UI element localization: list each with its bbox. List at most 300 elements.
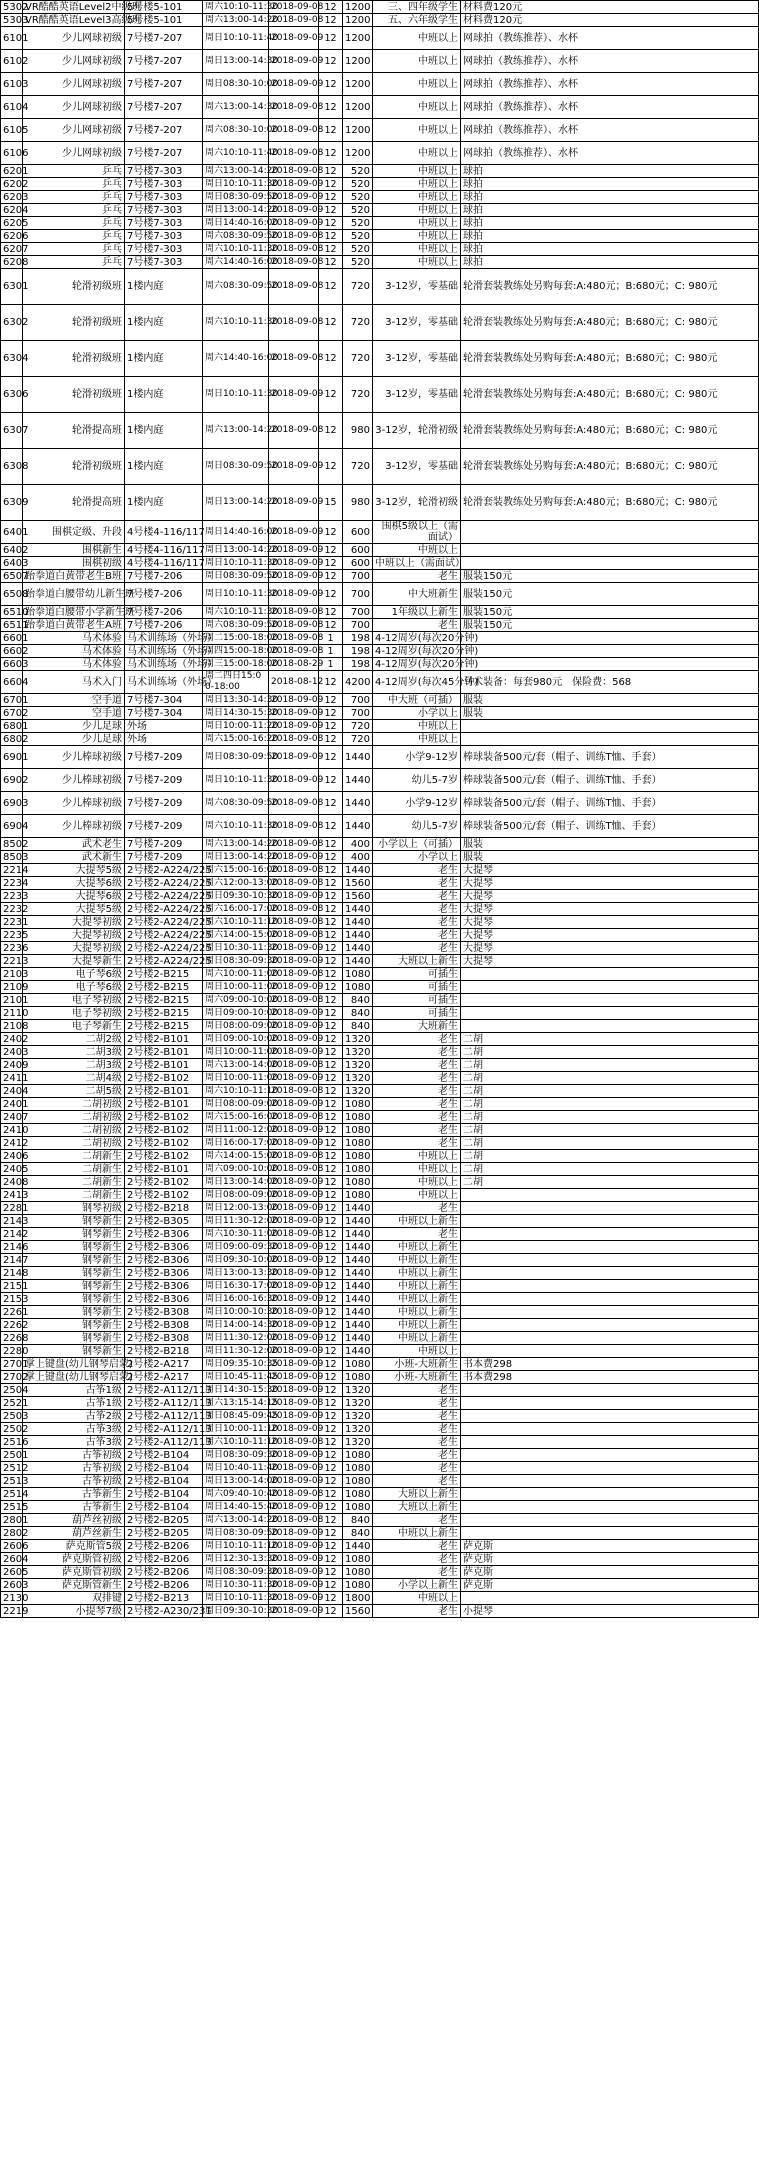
course-id-cell: 2281 bbox=[1, 1202, 23, 1215]
location-cell: 2号楼2-A224/225 bbox=[125, 916, 203, 929]
table-row bbox=[1, 733, 759, 746]
location-cell: 2号楼2-B102 bbox=[125, 1072, 203, 1085]
course-id-cell: 6304 bbox=[1, 341, 23, 377]
table-row bbox=[1, 916, 759, 929]
course-id-cell: 2521 bbox=[1, 1397, 23, 1410]
fee-cell: 720 bbox=[343, 449, 373, 485]
target-students-cell: 老生 bbox=[373, 1475, 461, 1488]
location-cell: 2号楼2-B306 bbox=[125, 1228, 203, 1241]
target-students-cell: 老生 bbox=[373, 570, 461, 583]
course-id-cell: 6205 bbox=[1, 217, 23, 230]
target-students-cell: 老生 bbox=[373, 1228, 461, 1241]
fee-cell: 1800 bbox=[343, 1592, 373, 1605]
table-row bbox=[1, 815, 759, 838]
table-row bbox=[1, 449, 759, 485]
class-time-cell: 周六12:00-13:00 bbox=[203, 877, 269, 890]
class-time-cell: 周日08:30-09:50 bbox=[203, 570, 269, 583]
session-count-cell: 12 bbox=[319, 1137, 343, 1150]
start-date-cell: 2018-09-08 bbox=[269, 619, 319, 632]
fee-cell: 1320 bbox=[343, 1046, 373, 1059]
start-date-cell: 2018-09-09 bbox=[269, 1358, 319, 1371]
course-id-cell: 2603 bbox=[1, 1579, 23, 1592]
session-count-cell: 12 bbox=[319, 142, 343, 165]
table-row bbox=[1, 1462, 759, 1475]
start-date-cell: 2018-09-09 bbox=[269, 1020, 319, 1033]
course-name-cell: 二胡初级 bbox=[23, 1111, 125, 1124]
class-time-cell: 周日12:30-13:30 bbox=[203, 1553, 269, 1566]
start-date-cell: 2018-09-08 bbox=[269, 1514, 319, 1527]
session-count-cell: 12 bbox=[319, 769, 343, 792]
start-date-cell: 2018-09-09 bbox=[269, 1033, 319, 1046]
fee-cell: 1320 bbox=[343, 1397, 373, 1410]
class-time-cell: 周日09:35-10:35 bbox=[203, 1358, 269, 1371]
class-time-cell: 周日13:00-13:30 bbox=[203, 1267, 269, 1280]
start-date-cell: 2018-09-09 bbox=[269, 769, 319, 792]
course-name-cell: 乒乓 bbox=[23, 165, 125, 178]
notes-cell: 萨克斯 bbox=[461, 1579, 759, 1592]
fee-cell: 1080 bbox=[343, 1579, 373, 1592]
target-students-cell: 可插生 bbox=[373, 981, 461, 994]
session-count-cell: 12 bbox=[319, 1306, 343, 1319]
session-count-cell: 12 bbox=[319, 619, 343, 632]
table-row bbox=[1, 890, 759, 903]
course-id-cell: 6702 bbox=[1, 707, 23, 720]
session-count-cell: 12 bbox=[319, 1, 343, 14]
location-cell: 7号楼7-209 bbox=[125, 769, 203, 792]
location-cell: 2号楼2-B308 bbox=[125, 1306, 203, 1319]
notes-cell bbox=[461, 1345, 759, 1358]
location-cell: 5号楼5-101 bbox=[125, 1, 203, 14]
notes-cell: 大提琴 bbox=[461, 903, 759, 916]
class-time-cell: 周日14:30-15:30 bbox=[203, 707, 269, 720]
class-time-cell: 周日10:00-11:00 bbox=[203, 981, 269, 994]
location-cell: 7号楼7-303 bbox=[125, 191, 203, 204]
location-cell: 马术训练场（外场） bbox=[125, 632, 203, 645]
start-date-cell: 2018-09-09 bbox=[269, 178, 319, 191]
session-count-cell: 12 bbox=[319, 955, 343, 968]
start-date-cell: 2018-09-08 bbox=[269, 1228, 319, 1241]
location-cell: 7号楼7-209 bbox=[125, 746, 203, 769]
location-cell: 7号楼7-206 bbox=[125, 619, 203, 632]
notes-cell: 二胡 bbox=[461, 1124, 759, 1137]
course-name-cell: 马术体验 bbox=[23, 632, 125, 645]
course-id-cell: 2402 bbox=[1, 1033, 23, 1046]
location-cell: 4号楼4-116/117 bbox=[125, 557, 203, 570]
notes-cell: 服装150元 bbox=[461, 619, 759, 632]
fee-cell: 700 bbox=[343, 570, 373, 583]
target-students-cell: 4-12周岁(每次20分钟) bbox=[373, 632, 461, 645]
location-cell: 马术训练场（外场） bbox=[125, 658, 203, 671]
fee-cell: 1440 bbox=[343, 792, 373, 815]
table-row bbox=[1, 942, 759, 955]
table-row bbox=[1, 1319, 759, 1332]
course-name-cell: 大提琴5级 bbox=[23, 903, 125, 916]
class-time-cell: 周六08:30-09:50 bbox=[203, 269, 269, 305]
notes-cell: 二胡 bbox=[461, 1059, 759, 1072]
fee-cell: 1440 bbox=[343, 1293, 373, 1306]
table-row bbox=[1, 1397, 759, 1410]
fee-cell: 1560 bbox=[343, 890, 373, 903]
course-id-cell: 8503 bbox=[1, 851, 23, 864]
location-cell: 2号楼2-B308 bbox=[125, 1332, 203, 1345]
target-students-cell: 老生 bbox=[373, 1540, 461, 1553]
session-count-cell: 12 bbox=[319, 994, 343, 1007]
target-students-cell: 老生 bbox=[373, 1449, 461, 1462]
start-date-cell: 2018-09-09 bbox=[269, 50, 319, 73]
table-row bbox=[1, 645, 759, 658]
session-count-cell: 12 bbox=[319, 903, 343, 916]
class-time-cell: 周日10:30-11:30 bbox=[203, 942, 269, 955]
session-count-cell: 12 bbox=[319, 14, 343, 27]
start-date-cell: 2018-09-09 bbox=[269, 1124, 319, 1137]
course-id-cell: 2403 bbox=[1, 1046, 23, 1059]
course-name-cell: 少儿网球初级 bbox=[23, 96, 125, 119]
course-id-cell: 2801 bbox=[1, 1514, 23, 1527]
course-name-cell: 电子琴6级 bbox=[23, 981, 125, 994]
target-students-cell: 3-12岁，零基础 bbox=[373, 269, 461, 305]
course-name-cell: 大提琴6级 bbox=[23, 890, 125, 903]
class-time-cell: 周日13:00-14:20 bbox=[203, 851, 269, 864]
course-id-cell: 6904 bbox=[1, 815, 23, 838]
course-name-cell: 葫芦丝初级 bbox=[23, 1514, 125, 1527]
course-name-cell: 钢琴新生 bbox=[23, 1306, 125, 1319]
fee-cell: 1440 bbox=[343, 1332, 373, 1345]
location-cell: 2号楼2-B101 bbox=[125, 1059, 203, 1072]
class-time-cell: 周六15:00-16:00 bbox=[203, 864, 269, 877]
location-cell: 马术训练场（外场） bbox=[125, 671, 203, 694]
session-count-cell: 15 bbox=[319, 485, 343, 521]
start-date-cell: 2018-09-09 bbox=[269, 73, 319, 96]
class-time-cell: 周日10:45-11:45 bbox=[203, 1371, 269, 1384]
table-row bbox=[1, 1111, 759, 1124]
table-row bbox=[1, 1228, 759, 1241]
start-date-cell: 2018-09-09 bbox=[269, 449, 319, 485]
table-row bbox=[1, 1072, 759, 1085]
target-students-cell: 4-12周岁(每次20分钟) bbox=[373, 658, 461, 671]
fee-cell: 1080 bbox=[343, 1124, 373, 1137]
table-row bbox=[1, 521, 759, 544]
location-cell: 7号楼7-303 bbox=[125, 243, 203, 256]
session-count-cell: 12 bbox=[319, 746, 343, 769]
location-cell: 1楼内庭 bbox=[125, 377, 203, 413]
start-date-cell: 2018-09-08 bbox=[269, 632, 319, 645]
course-name-cell: 二胡3级 bbox=[23, 1046, 125, 1059]
class-time-cell: 周三15:00-18:00 bbox=[203, 658, 269, 671]
session-count-cell: 12 bbox=[319, 929, 343, 942]
start-date-cell: 2018-09-08 bbox=[269, 341, 319, 377]
course-id-cell: 6207 bbox=[1, 243, 23, 256]
course-name-cell: 少儿足球 bbox=[23, 733, 125, 746]
course-id-cell: 2261 bbox=[1, 1306, 23, 1319]
target-students-cell: 大班以上新生 bbox=[373, 1501, 461, 1514]
course-id-cell: 2146 bbox=[1, 1241, 23, 1254]
table-row bbox=[1, 1384, 759, 1397]
fee-cell: 1440 bbox=[343, 1280, 373, 1293]
class-time-cell: 周日16:30-17:00 bbox=[203, 1280, 269, 1293]
notes-cell: 萨克斯 bbox=[461, 1553, 759, 1566]
notes-cell: 二胡 bbox=[461, 1098, 759, 1111]
location-cell: 1楼内庭 bbox=[125, 413, 203, 449]
class-time-cell: 周六13:00-14:30 bbox=[203, 96, 269, 119]
location-cell: 2号楼2-B104 bbox=[125, 1449, 203, 1462]
course-name-cell: 少儿棒球初级 bbox=[23, 815, 125, 838]
location-cell: 2号楼2-B206 bbox=[125, 1553, 203, 1566]
session-count-cell: 12 bbox=[319, 1423, 343, 1436]
fee-cell: 1440 bbox=[343, 955, 373, 968]
target-students-cell: 3-12岁，零基础 bbox=[373, 341, 461, 377]
notes-cell: 棒球装备500元/套（帽子、训练T恤、手套） bbox=[461, 746, 759, 769]
course-name-cell: 电子琴6级 bbox=[23, 968, 125, 981]
session-count-cell: 12 bbox=[319, 1514, 343, 1527]
course-name-cell: 二胡4级 bbox=[23, 1072, 125, 1085]
course-id-cell: 2148 bbox=[1, 1267, 23, 1280]
start-date-cell: 2018-09-08 bbox=[269, 230, 319, 243]
session-count-cell: 12 bbox=[319, 1540, 343, 1553]
session-count-cell: 12 bbox=[319, 968, 343, 981]
table-row bbox=[1, 1189, 759, 1202]
class-time-cell: 周六08:30-09:50 bbox=[203, 792, 269, 815]
session-count-cell: 12 bbox=[319, 916, 343, 929]
start-date-cell: 2018-09-09 bbox=[269, 1098, 319, 1111]
start-date-cell: 2018-08-29 bbox=[269, 658, 319, 671]
class-time-cell: 周六09:00-10:00 bbox=[203, 994, 269, 1007]
course-name-cell: 二胡新生 bbox=[23, 1189, 125, 1202]
class-time-cell: 周日10:10-11:30 bbox=[203, 557, 269, 570]
fee-cell: 1080 bbox=[343, 981, 373, 994]
table-row bbox=[1, 746, 759, 769]
start-date-cell: 2018-09-09 bbox=[269, 1475, 319, 1488]
fee-cell: 198 bbox=[343, 632, 373, 645]
table-row bbox=[1, 606, 759, 619]
course-name-cell: 乒乓 bbox=[23, 230, 125, 243]
class-time-cell: 周日10:10-11:30 bbox=[203, 583, 269, 606]
fee-cell: 720 bbox=[343, 341, 373, 377]
start-date-cell: 2018-09-09 bbox=[269, 746, 319, 769]
table-row bbox=[1, 165, 759, 178]
start-date-cell: 2018-09-08 bbox=[269, 1397, 319, 1410]
course-id-cell: 6203 bbox=[1, 191, 23, 204]
session-count-cell: 12 bbox=[319, 1410, 343, 1423]
notes-cell bbox=[461, 521, 759, 544]
class-time-cell: 周六13:15-14:15 bbox=[203, 1397, 269, 1410]
target-students-cell: 中班以上新生 bbox=[373, 1267, 461, 1280]
notes-cell: 二胡 bbox=[461, 1163, 759, 1176]
session-count-cell: 12 bbox=[319, 305, 343, 341]
target-students-cell: 中班以上 bbox=[373, 73, 461, 96]
notes-cell bbox=[461, 1254, 759, 1267]
table-row bbox=[1, 1514, 759, 1527]
location-cell: 7号楼7-304 bbox=[125, 694, 203, 707]
location-cell: 2号楼2-B215 bbox=[125, 994, 203, 1007]
start-date-cell: 2018-09-08 bbox=[269, 1059, 319, 1072]
target-students-cell: 中班以上 bbox=[373, 27, 461, 50]
course-id-cell: 2413 bbox=[1, 1189, 23, 1202]
target-students-cell: 中班以上新生 bbox=[373, 1280, 461, 1293]
target-students-cell: 中班以上 bbox=[373, 50, 461, 73]
fee-cell: 1080 bbox=[343, 1488, 373, 1501]
target-students-cell: 老生 bbox=[373, 1410, 461, 1423]
course-id-cell: 2412 bbox=[1, 1137, 23, 1150]
course-name-cell: 轮滑初级班 bbox=[23, 449, 125, 485]
location-cell: 7号楼7-206 bbox=[125, 583, 203, 606]
class-time-cell: 周日10:10-11:30 bbox=[203, 769, 269, 792]
course-id-cell: 2516 bbox=[1, 1436, 23, 1449]
target-students-cell: 3-12岁，轮滑初级 bbox=[373, 485, 461, 521]
start-date-cell: 2018-09-09 bbox=[269, 942, 319, 955]
course-id-cell: 2234 bbox=[1, 877, 23, 890]
class-time-cell: 周日10:10-11:40 bbox=[203, 27, 269, 50]
start-date-cell: 2018-08-12 bbox=[269, 671, 319, 694]
course-id-cell: 6602 bbox=[1, 645, 23, 658]
start-date-cell: 2018-09-08 bbox=[269, 96, 319, 119]
table-row bbox=[1, 1202, 759, 1215]
course-id-cell: 2268 bbox=[1, 1332, 23, 1345]
course-id-cell: 2408 bbox=[1, 1176, 23, 1189]
notes-cell bbox=[461, 968, 759, 981]
course-name-cell: 古筝3级 bbox=[23, 1423, 125, 1436]
fee-cell: 600 bbox=[343, 557, 373, 570]
course-name-cell: 乒乓 bbox=[23, 256, 125, 269]
start-date-cell: 2018-09-08 bbox=[269, 1, 319, 14]
table-row bbox=[1, 243, 759, 256]
fee-cell: 1440 bbox=[343, 1267, 373, 1280]
location-cell: 2号楼2-B102 bbox=[125, 1150, 203, 1163]
session-count-cell: 12 bbox=[319, 838, 343, 851]
target-students-cell: 3-12岁，轮滑初级 bbox=[373, 413, 461, 449]
course-id-cell: 2214 bbox=[1, 864, 23, 877]
course-name-cell: 跆拳道白腰带幼儿新生班 bbox=[23, 583, 125, 606]
session-count-cell: 12 bbox=[319, 521, 343, 544]
session-count-cell: 12 bbox=[319, 864, 343, 877]
session-count-cell: 12 bbox=[319, 1111, 343, 1124]
notes-cell: 二胡 bbox=[461, 1137, 759, 1150]
class-time-cell: 周六13:00-14:20 bbox=[203, 1514, 269, 1527]
course-name-cell: 萨克斯管5级 bbox=[23, 1540, 125, 1553]
notes-cell: 轮滑套装教练处另购每套:A:480元；B:680元；C: 980元 bbox=[461, 413, 759, 449]
target-students-cell: 中班以上 bbox=[373, 96, 461, 119]
class-time-cell: 周六10:10-11:30 bbox=[203, 1, 269, 14]
fee-cell: 1080 bbox=[343, 1475, 373, 1488]
course-name-cell: 大提琴5级 bbox=[23, 864, 125, 877]
class-time-cell: 周日09:30-10:30 bbox=[203, 1605, 269, 1618]
target-students-cell: 老生 bbox=[373, 1423, 461, 1436]
location-cell: 2号楼2-B218 bbox=[125, 1345, 203, 1358]
fee-cell: 720 bbox=[343, 733, 373, 746]
course-name-cell: 二胡初级 bbox=[23, 1124, 125, 1137]
target-students-cell: 3-12岁，零基础 bbox=[373, 377, 461, 413]
session-count-cell: 12 bbox=[319, 583, 343, 606]
table-row bbox=[1, 1020, 759, 1033]
course-id-cell: 2280 bbox=[1, 1345, 23, 1358]
start-date-cell: 2018-09-09 bbox=[269, 720, 319, 733]
class-time-cell: 周日10:00-11:20 bbox=[203, 720, 269, 733]
location-cell: 2号楼2-A112/113 bbox=[125, 1436, 203, 1449]
target-students-cell: 中班以上 bbox=[373, 230, 461, 243]
course-id-cell: 2110 bbox=[1, 1007, 23, 1020]
course-name-cell: 钢琴初级 bbox=[23, 1202, 125, 1215]
class-time-cell: 周六08:30-09:50 bbox=[203, 230, 269, 243]
fee-cell: 980 bbox=[343, 413, 373, 449]
session-count-cell: 12 bbox=[319, 1020, 343, 1033]
notes-cell bbox=[461, 1384, 759, 1397]
target-students-cell: 老生 bbox=[373, 619, 461, 632]
target-students-cell: 小学以上（可插） bbox=[373, 838, 461, 851]
course-name-cell: 二胡3级 bbox=[23, 1059, 125, 1072]
fee-cell: 1440 bbox=[343, 1306, 373, 1319]
course-id-cell: 8502 bbox=[1, 838, 23, 851]
class-time-cell: 周六10:10-11:30 bbox=[203, 305, 269, 341]
course-id-cell: 6301 bbox=[1, 269, 23, 305]
location-cell: 2号楼2-B308 bbox=[125, 1319, 203, 1332]
fee-cell: 1440 bbox=[343, 1215, 373, 1228]
course-name-cell: 古筝初级 bbox=[23, 1475, 125, 1488]
fee-cell: 1440 bbox=[343, 903, 373, 916]
notes-cell: 棒球装备500元/套（帽子、训练T恤、手套） bbox=[461, 815, 759, 838]
location-cell: 7号楼7-303 bbox=[125, 217, 203, 230]
notes-cell bbox=[461, 1527, 759, 1540]
fee-cell: 600 bbox=[343, 521, 373, 544]
table-row bbox=[1, 994, 759, 1007]
location-cell: 2号楼2-B101 bbox=[125, 1098, 203, 1111]
course-name-cell: 电子琴初级 bbox=[23, 994, 125, 1007]
session-count-cell: 12 bbox=[319, 1124, 343, 1137]
class-time-cell: 周六13:00-14:20 bbox=[203, 838, 269, 851]
target-students-cell: 小学9-12岁 bbox=[373, 792, 461, 815]
course-id-cell: 6206 bbox=[1, 230, 23, 243]
start-date-cell: 2018-09-09 bbox=[269, 1553, 319, 1566]
table-row bbox=[1, 877, 759, 890]
fee-cell: 1320 bbox=[343, 1033, 373, 1046]
class-time-cell: 周日14:40-16:00 bbox=[203, 521, 269, 544]
fee-cell: 1440 bbox=[343, 815, 373, 838]
start-date-cell: 2018-09-09 bbox=[269, 1566, 319, 1579]
start-date-cell: 2018-09-08 bbox=[269, 256, 319, 269]
location-cell: 7号楼7-303 bbox=[125, 165, 203, 178]
fee-cell: 1440 bbox=[343, 1228, 373, 1241]
target-students-cell: 老生 bbox=[373, 877, 461, 890]
start-date-cell: 2018-09-08 bbox=[269, 838, 319, 851]
location-cell: 2号楼2-B306 bbox=[125, 1241, 203, 1254]
course-name-cell: 空手道 bbox=[23, 707, 125, 720]
start-date-cell: 2018-09-08 bbox=[269, 645, 319, 658]
location-cell: 2号楼2-B101 bbox=[125, 1085, 203, 1098]
course-id-cell: 2219 bbox=[1, 1605, 23, 1618]
notes-cell: 大提琴 bbox=[461, 942, 759, 955]
start-date-cell: 2018-09-08 bbox=[269, 269, 319, 305]
start-date-cell: 2018-09-09 bbox=[269, 1254, 319, 1267]
target-students-cell: 老生 bbox=[373, 1462, 461, 1475]
notes-cell bbox=[461, 1592, 759, 1605]
target-students-cell: 中班以上 bbox=[373, 165, 461, 178]
class-time-cell: 周日10:10-11:30 bbox=[203, 377, 269, 413]
course-id-cell: 2147 bbox=[1, 1254, 23, 1267]
session-count-cell: 1 bbox=[319, 632, 343, 645]
notes-cell: 大提琴 bbox=[461, 929, 759, 942]
notes-cell bbox=[461, 1189, 759, 1202]
notes-cell bbox=[461, 733, 759, 746]
start-date-cell: 2018-09-08 bbox=[269, 815, 319, 838]
session-count-cell: 12 bbox=[319, 942, 343, 955]
notes-cell bbox=[461, 720, 759, 733]
fee-cell: 520 bbox=[343, 217, 373, 230]
fee-cell: 1200 bbox=[343, 14, 373, 27]
course-name-cell: 少儿网球初级 bbox=[23, 27, 125, 50]
notes-cell: 大提琴 bbox=[461, 916, 759, 929]
start-date-cell: 2018-09-08 bbox=[269, 119, 319, 142]
fee-cell: 1560 bbox=[343, 1605, 373, 1618]
course-name-cell: 钢琴新生 bbox=[23, 1254, 125, 1267]
table-row bbox=[1, 864, 759, 877]
